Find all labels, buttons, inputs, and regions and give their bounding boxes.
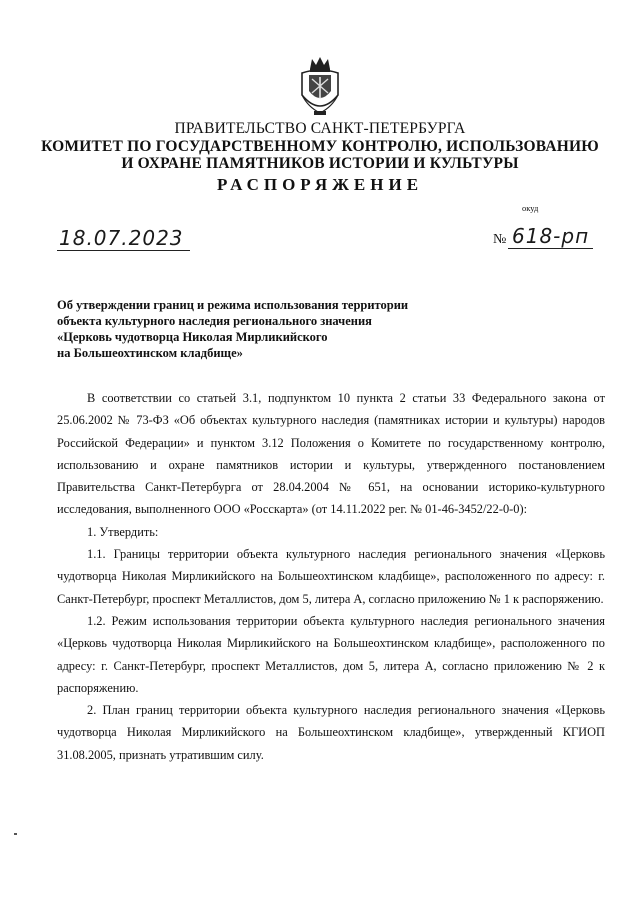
item-1-1: 1.1. Границы территории объекта культурного наследия регионального значения «Церковь чудотворца Николая Мирликийского на Большеохтинском кладбище», расположенного по адресу: г. Санкт-Петербург, проспект Металлистов, дом 5, литера А, согласно приложению № 1 к распоряжению. (57, 547, 605, 606)
item-1-2: 1.2. Режим использования территории объекта культурного наследия регионального значения «Церковь чудотворца Николая Мирликийского на Большеохтинском кладбище», расположенного по адресу: г. Санкт-Петербург, проспект Металлистов, дом 5, литера А, согласно приложению № 2 к распоряжению. (57, 613, 605, 695)
item-1: 1. Утвердить: (87, 524, 159, 539)
number-sign: № (493, 232, 507, 247)
item-2: 2. План границ территории объекта культурного наследия регионального значения «Церковь чудотворца Николая Мирликийского на Большеохтинском кладбище», утвержденный КГИОП 31.08.2005, признать утратившим силу. (57, 703, 605, 762)
subject-line-3: «Церковь чудотворца Николая Мирликийского (57, 330, 328, 344)
preamble-paragraph: В соответствии со статьей 3.1, подпунктом 10 пункта 2 статьи 33 Федерального закона от 25.06.2002 № 73-ФЗ «Об объектах культурного наследия (памятниках истории и культуры) народов Российской Федерации» и пунктом 3.12 Положения о Комитете по государственному контролю, использованию и охране памятников истории и культуры, утвержденного постановлением Правительства Санкт-Петербурга от 28.04.2004 № 651, на основании историко-культурного исследования, выполненного ООО «Росскарта» (от 14.11.2022 рег. № 01-46-3452/22-0-0): (57, 391, 605, 517)
subject-line-2: объекта культурного наследия регионального значения (57, 314, 372, 328)
okud-label: окуд (522, 203, 539, 213)
subject-line-4: на Большеохтинском кладбище» (57, 346, 243, 360)
committee-title (40, 138, 600, 172)
subject-line-1: Об утверждении границ и режима использования территории (57, 298, 409, 312)
document-type: РАСПОРЯЖЕНИЕ (216, 175, 424, 194)
document-subject (57, 297, 477, 361)
government-title: ПРАВИТЕЛЬСТВО САНКТ-ПЕТЕРБУРГА (174, 120, 466, 137)
committee-line-2: И ОХРАНЕ ПАМЯТНИКОВ ИСТОРИИ И КУЛЬТУРЫ (121, 155, 519, 172)
document-body (57, 387, 605, 766)
document-number: 618-рп (508, 224, 593, 249)
document-date: 18.07.2023 (57, 226, 190, 251)
coat-of-arms-icon (298, 55, 342, 117)
scan-mark (14, 833, 17, 835)
committee-line-1: КОМИТЕТ ПО ГОСУДАРСТВЕННОМУ КОНТРОЛЮ, ИСПОЛЬЗОВАНИЮ (41, 138, 599, 155)
